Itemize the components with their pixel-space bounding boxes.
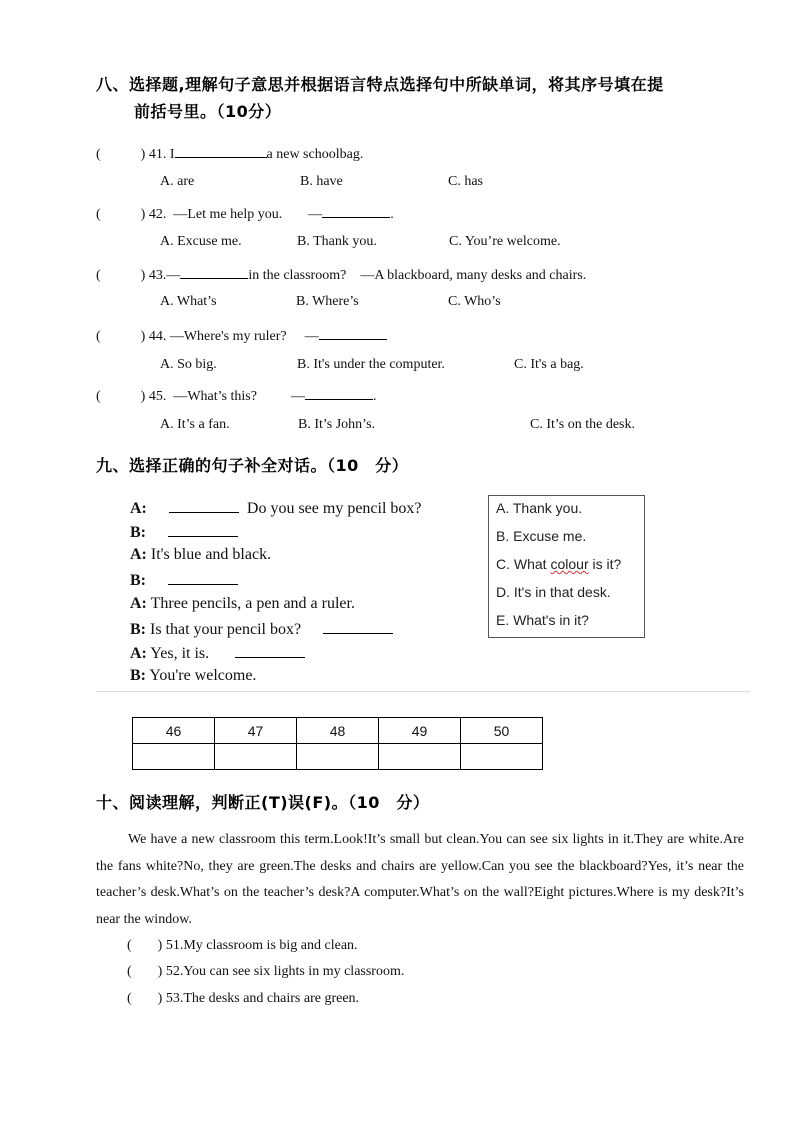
option-43-a: A. What’s — [160, 294, 217, 309]
paren-right: ) — [157, 964, 163, 979]
question-42-number: 42. — [148, 207, 167, 222]
answer-blank[interactable] — [235, 643, 305, 658]
option-44-b: B. It's under the computer. — [297, 357, 445, 372]
paren-right: ) — [140, 147, 146, 162]
answer-table-header: 47 — [215, 718, 297, 744]
question-41-number: 41. I — [148, 147, 175, 162]
paren-right: ) — [157, 991, 163, 1006]
statement-52 — [127, 964, 404, 980]
dialogue-text: Do you see my pencil box? — [246, 500, 422, 517]
option-43-b: B. Where’s — [296, 294, 359, 309]
divider — [96, 691, 750, 692]
answer-blank[interactable] — [305, 385, 373, 400]
dialogue-line-8 — [130, 667, 256, 685]
speaker: B: — [130, 572, 146, 589]
option-44-c: C. It's a bag. — [514, 357, 584, 372]
answer-table-header: 46 — [133, 718, 215, 744]
answer-blank[interactable] — [168, 570, 238, 585]
option-45-a: A. It’s a fan. — [160, 417, 230, 432]
answer-table-header: 50 — [461, 718, 543, 744]
answer-cell[interactable] — [215, 744, 297, 770]
statement-text: 51.My classroom is big and clean. — [165, 938, 358, 953]
option-42-a: A. Excuse me. — [160, 234, 242, 249]
end-punct: . — [372, 389, 377, 404]
paren-left: ( — [127, 964, 132, 979]
section9-title: 九、选择正确的句子补全对话。（10 分） — [96, 456, 409, 475]
dash: — — [308, 207, 323, 222]
answer-blank[interactable] — [180, 264, 248, 279]
paren-right: ) — [157, 938, 163, 953]
paren-left: ( — [96, 389, 101, 404]
statement-text: 53.The desks and chairs are green. — [165, 991, 360, 1006]
question-44-number: 44. — [148, 329, 167, 344]
option-42-b: B. Thank you. — [297, 234, 377, 249]
paren-right: ) — [140, 268, 146, 283]
speaker: A: — [130, 645, 147, 662]
choice-c-part2: colour — [550, 556, 589, 572]
paren-left: ( — [127, 991, 132, 1006]
question-43-number: 43.— — [148, 268, 181, 283]
option-41-a: A. are — [160, 174, 195, 189]
section8-title-line1: 八、选择题,理解句子意思并根据语言特点选择句中所缺单词，将其序号填在提 — [96, 75, 664, 94]
question-42 — [96, 203, 394, 223]
paren-left: ( — [96, 329, 101, 344]
answer-blank[interactable] — [168, 522, 238, 537]
question-43 — [96, 264, 586, 284]
question-41-text: a new schoolbag. — [266, 147, 364, 162]
choice-c-part3: is it? — [592, 556, 622, 572]
answer-blank[interactable] — [175, 143, 267, 158]
dialogue-text: Yes, it is. — [150, 645, 210, 662]
option-41-b: B. have — [300, 174, 343, 189]
question-45 — [96, 385, 376, 405]
choice-d: D. It's in that desk. — [496, 584, 611, 600]
dialogue-line-5 — [130, 595, 355, 613]
option-45-c: C. It’s on the desk. — [530, 417, 635, 432]
paren-left: ( — [96, 147, 101, 162]
speaker: A: — [130, 546, 147, 563]
dash: — — [290, 389, 305, 404]
dialogue-text: Three pencils, a pen and a ruler. — [150, 595, 355, 612]
option-42-c: C. You’re welcome. — [449, 234, 561, 249]
option-44-a: A. So big. — [160, 357, 217, 372]
answer-cell[interactable] — [379, 744, 461, 770]
speaker: B: — [130, 524, 146, 541]
dialogue-line-3 — [130, 546, 271, 564]
answer-table — [132, 717, 543, 770]
option-41-c: C. has — [448, 174, 483, 189]
section8-title-line2: 前括号里。（10分） — [134, 102, 282, 121]
speaker: A: — [130, 500, 147, 517]
dialogue-line-4 — [130, 570, 238, 590]
question-44-text: —Where's my ruler? — [169, 329, 287, 344]
statement-53 — [127, 991, 359, 1007]
answer-table-row — [133, 744, 543, 770]
statement-text: 52.You can see six lights in my classroom. — [165, 964, 405, 979]
question-41 — [96, 143, 363, 163]
answer-table-header-row — [133, 718, 543, 744]
speaker: A: — [130, 595, 147, 612]
choices-box — [488, 495, 645, 638]
dialogue-line-1 — [130, 498, 422, 518]
paren-right: ) — [140, 329, 146, 344]
option-43-c: C. Who’s — [448, 294, 501, 309]
paren-right: ) — [140, 389, 146, 404]
dialogue-line-7 — [130, 643, 305, 663]
dialogue-text: It's blue and black. — [150, 546, 272, 563]
answer-blank[interactable] — [322, 203, 390, 218]
speaker: B: — [130, 621, 146, 638]
statement-51 — [127, 938, 358, 954]
answer-cell[interactable] — [133, 744, 215, 770]
paren-left: ( — [96, 207, 101, 222]
question-43-answer: —A blackboard, many desks and chairs. — [360, 268, 587, 283]
question-45-text: —What’s this? — [173, 389, 257, 404]
option-45-b: B. It’s John’s. — [298, 417, 376, 432]
reading-passage: We have a new classroom this term.Look!It’s small but clean.You can see six lights in it.They are white.Are the fans white?No, they are green.The desks and chairs are yellow.Can you see the blackboard?Yes, it’s near the teacher’s desk.What’s on the teacher’s desk?A computer.What’s on the wall?Eight pictures.Where is my desk?It’s near the window. — [96, 832, 744, 927]
answer-blank[interactable] — [323, 619, 393, 634]
choice-c — [496, 556, 621, 572]
answer-blank[interactable] — [319, 325, 387, 340]
end-punct: . — [390, 207, 394, 222]
question-44 — [96, 325, 387, 345]
choice-a: A. Thank you. — [496, 500, 583, 516]
answer-blank[interactable] — [169, 498, 239, 513]
dialogue-text: Is that your pencil box? — [150, 621, 302, 638]
choice-c-part1: C. What — [496, 556, 547, 572]
paren-left: ( — [127, 938, 132, 953]
speaker: B: — [130, 667, 146, 684]
answer-cell[interactable] — [297, 744, 379, 770]
dialogue-text: You're welcome. — [149, 667, 257, 684]
answer-cell[interactable] — [461, 744, 543, 770]
paren-right: ) — [140, 207, 146, 222]
paren-left: ( — [96, 268, 101, 283]
question-45-number: 45. — [148, 389, 167, 404]
choice-b: B. Excuse me. — [496, 528, 587, 544]
dialogue-line-6 — [130, 619, 393, 639]
dash: — — [304, 329, 319, 344]
section10-title: 十、阅读理解，判断正(T)误(F)。（10 分） — [96, 793, 430, 812]
question-42-text: —Let me help you. — [173, 207, 283, 222]
answer-table-header: 48 — [297, 718, 379, 744]
choice-e: E. What's in it? — [496, 612, 589, 628]
question-43-text: in the classroom? — [248, 268, 347, 283]
dialogue-line-2 — [130, 522, 238, 542]
answer-table-header: 49 — [379, 718, 461, 744]
